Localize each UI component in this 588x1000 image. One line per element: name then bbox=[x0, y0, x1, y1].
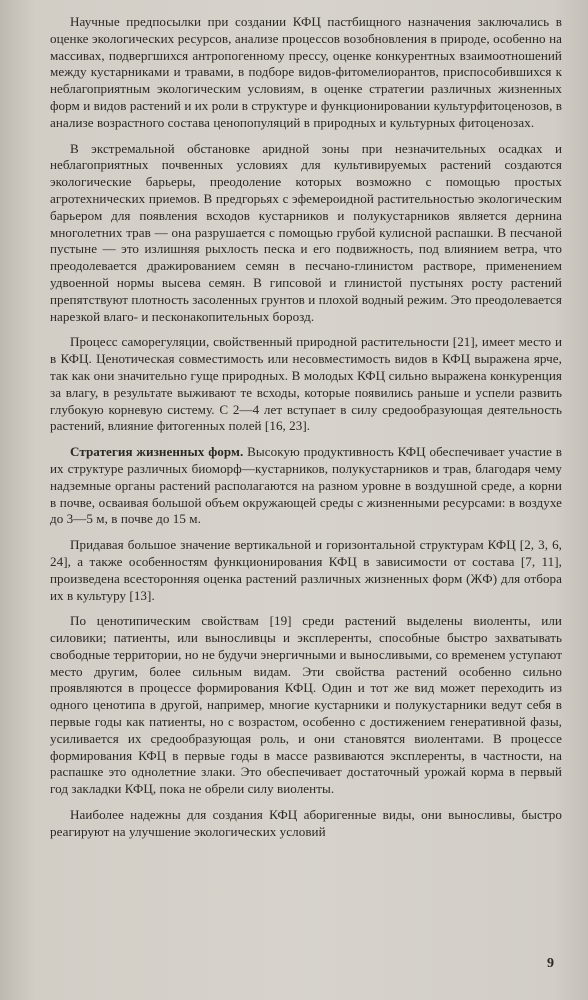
paragraph-text: В экстремальной обстановке аридной зоны при незначительных осадках и неблагоприятных почвенных условиях для культивируемых растений создаются экологические барьеры, преодоление которых возможно с помощью простых агротехнических приемов. В предгорьях с эфемероидной растительностью экологическим барьером для появления всходов кустарников и полукустарников является дернина многолетних трав — она разрушается с помощью грубой кулисной распашки. В песчаной пустыне — это излишняя рыхлость песка и его подвижность, под влиянием ветра, что преодолевается дражированием семян в песчано-глинистом растворе, применением удвоенной нормы высева семян. В гипсовой и глинистой пустынях росту растений препятствуют плотность засоленных грунтов и плохой водный режим. Это преодолевается нарезкой влаго- и песконакопительных борозд. bbox=[50, 140, 562, 324]
paragraph-scientific-prerequisites bbox=[50, 14, 562, 132]
paragraph-cenotypic-properties bbox=[50, 613, 562, 798]
paragraph-text: Процесс саморегуляции, свойственный природной растительности [21], имеет место и в КФЦ. Ценотическая совместимость или несовместимость видов в КФЦ выражена ярче, так как они значительно гуще природных. В молодых КФЦ сильно выражена конкуренция за влагу, в результате выживают те всходы, которые появились раньше и успели развить глубокую корневую систему. С 2—4 лет вступает в силу средообразующая деятельность растений, влияние фитогенных полей [16, 23]. bbox=[50, 334, 562, 434]
paragraph-text: Придавая большое значение вертикальной и горизонтальной структурам КФЦ [2, 3, 6, 24], а также особенностям функционирования КФЦ в зависимости от состава [7, 11], произведена всесторонняя оценка растений различных жизненных форм (ЖФ) для отбора их в культуру [13]. bbox=[50, 537, 562, 603]
paragraph-text: Высокую продуктивность КФЦ обеспечивает участие в их структуре различных биоморф—кустарников, полукустарников и трав, благодаря чему надземные органы растений располагаются на разном уровне в воздушной среде, а корни в почве, осваивая большой объем окружающей среды с жизненными ресурсами: в воздухе до 3—5 м, в почве до 15 м. bbox=[50, 444, 562, 527]
paragraph-arid-zone bbox=[50, 141, 562, 326]
page-number: 9 bbox=[547, 956, 554, 971]
paragraph-text: Научные предпосылки при создании КФЦ пастбищного назначения заключались в оценке экологических ресурсов, анализе процессов возобновления в природе, особенно на массивах, подвергшихся антропогенному прессу, оценке конкурентных взаимоотношений между кустарниками и травами, в подборе видов-фитомелиорантов, приспособившихся к неблагоприятным экологическим условиям, в оценке стратегии различных жизненных форм и видов растений и их роли в структуре и функционировании культурфитоценозов, в анализе возрастного состава ценопопуляций в природных и культурных фитоценозах. bbox=[50, 14, 562, 130]
section-heading-life-forms: Стратегия жизненных форм. bbox=[70, 444, 244, 460]
paragraph-structure-assessment bbox=[50, 537, 562, 604]
paragraph-aboriginal-species bbox=[50, 807, 562, 841]
paragraph-text: По ценотипическим свойствам [19] среди растений выделены виоленты, или силовики; патиенты, или выносливцы и эксплеренты, способные быстро захватывать свободные территории, но не будучи энергичными и выносливыми, со временем уступают место другим, более сильным видам. Эти свойства растений особенно сильно проявляются в процессе формирования КФЦ. Один и тот же вид может переходить из одного ценотипа в другой, например, многие кустарники и полукустарники ведут себя в первые годы как патиенты, но с возрастом, особенно с достижением генеративной фазы, усиливается их средообразующая роль, и они становятся виолентами. В процессе формирования КФЦ в первые годы в массе развиваются эксплеренты, в частности, на распашке это однолетние злаки. Это обеспечивает достаточный урожай корма в первый год закладки КФЦ, пока не обрели силу виоленты. bbox=[50, 613, 562, 797]
paragraph-text: Наиболее надежны для создания КФЦ аборигенные виды, они выносливы, быстро реагируют на улучшение экологических условий bbox=[50, 807, 562, 839]
paragraph-life-form-strategy bbox=[50, 444, 562, 528]
paragraph-self-regulation bbox=[50, 334, 562, 435]
